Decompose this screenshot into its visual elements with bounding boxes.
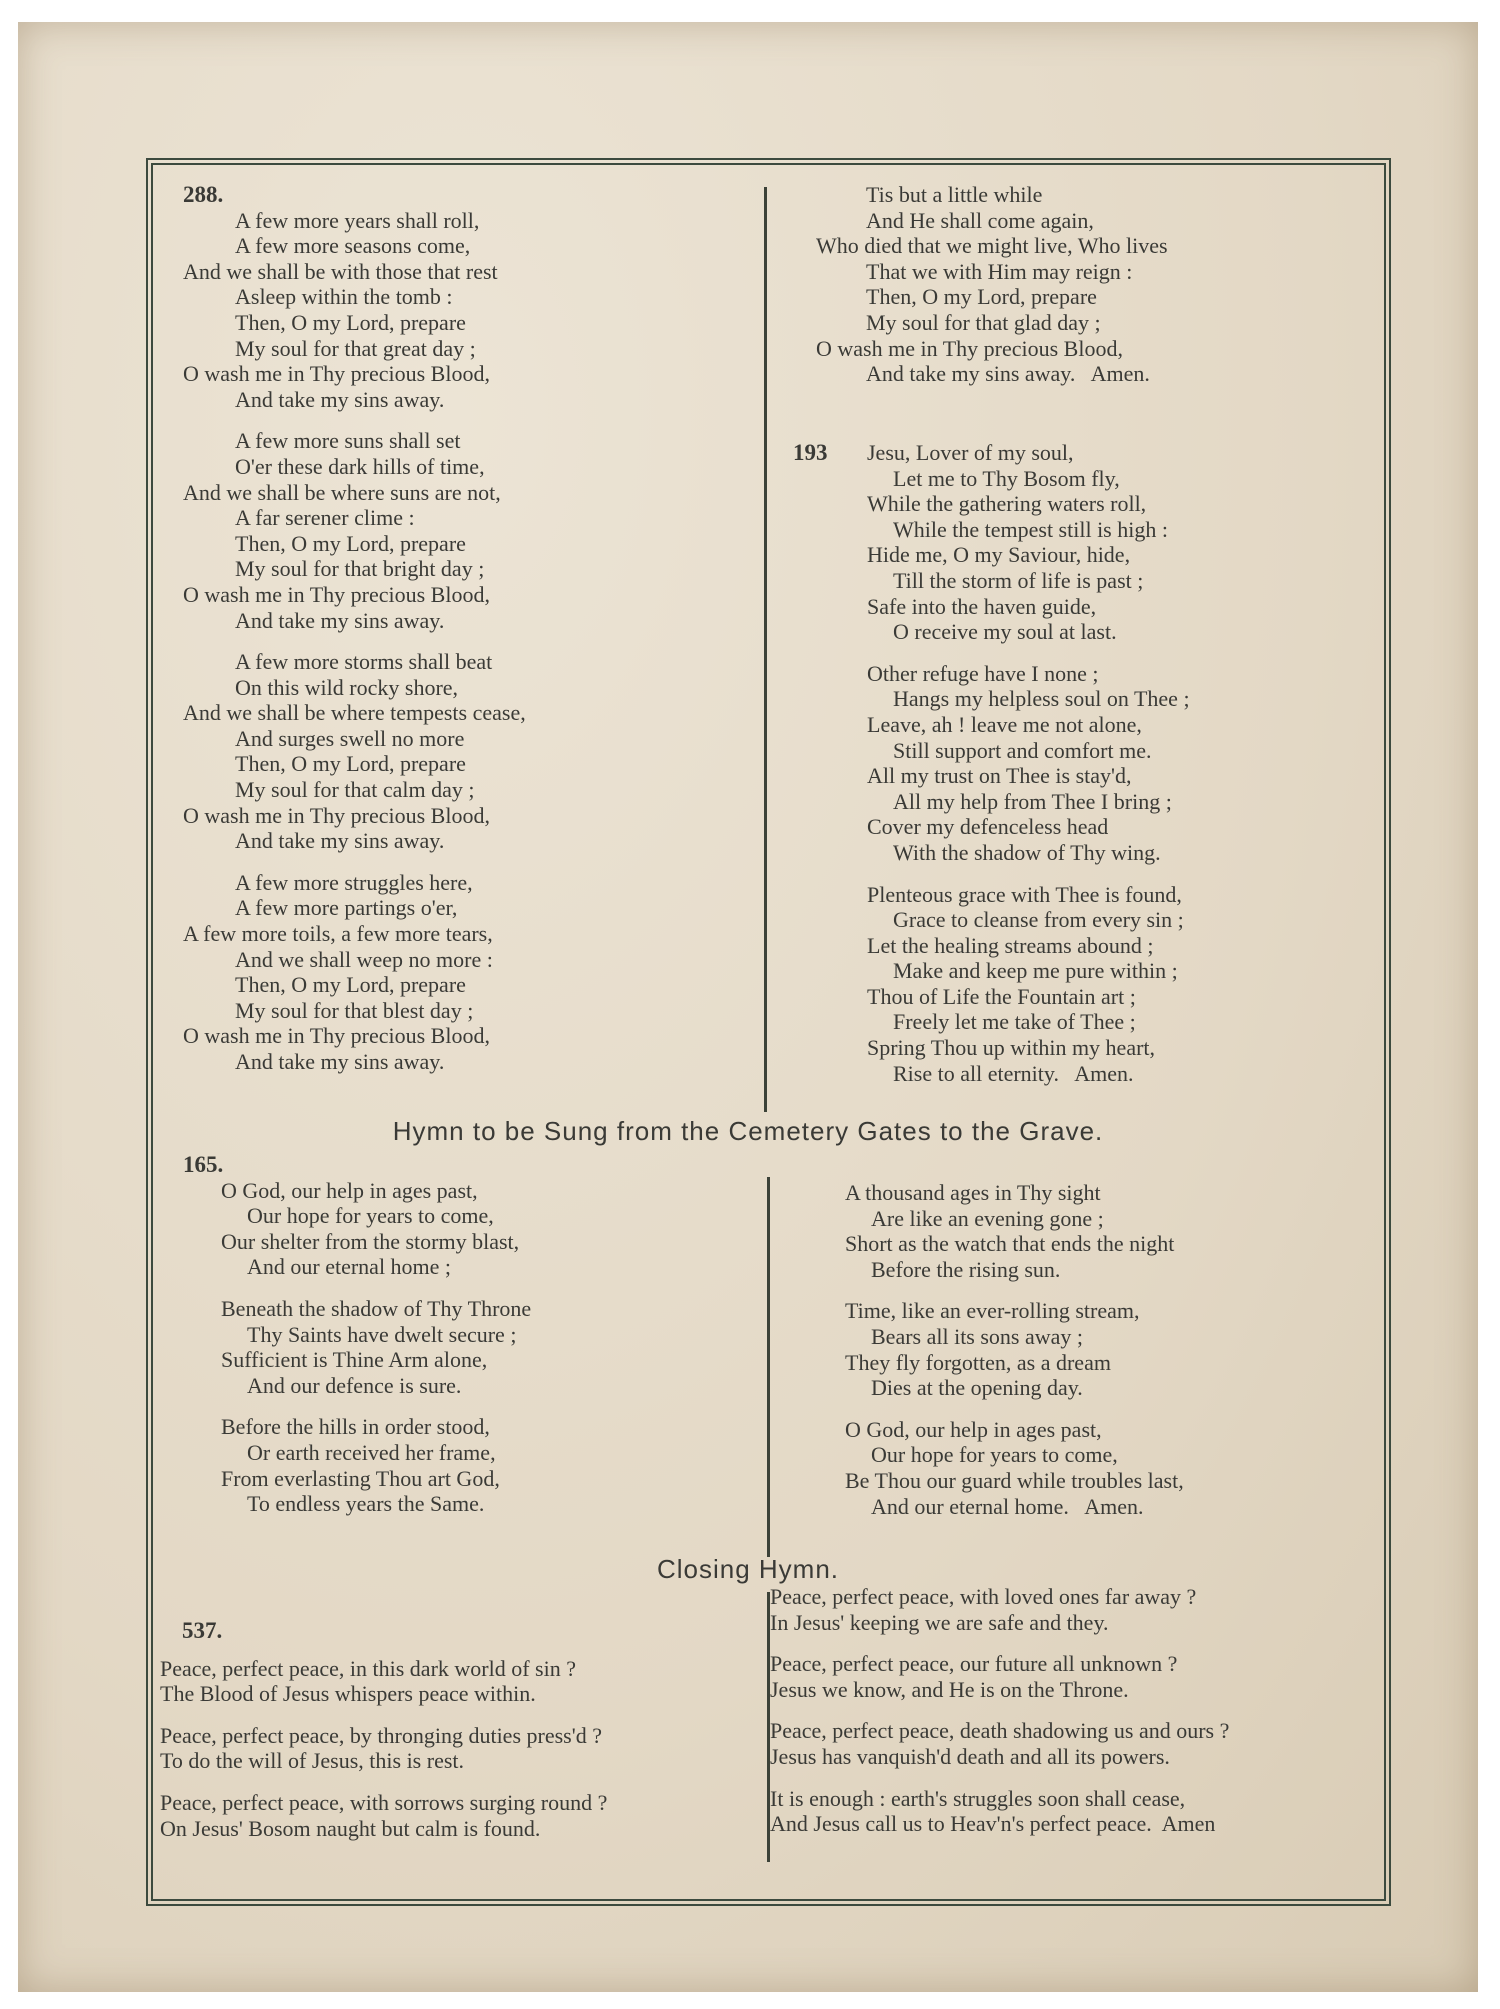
stanza [183,428,743,633]
verse-line: And take my sins away. [235,607,445,633]
stanza [221,1296,743,1398]
verse-line: Thy Saints have dwelt secure ; [247,1321,517,1347]
hymn-165-left [183,1152,743,1533]
cemetery-hymn-heading: Hymn to be Sung from the Cemetery Gates to the Grave. [392,1116,1104,1146]
verse-line: Still support and comfort me. [893,737,1152,763]
verse-line: Tis but a little while [866,182,1043,207]
verse-line: O'er these dark hills of time, [235,453,485,479]
verse-line: Peace, perfect peace, by thronging duties press'd ? [160,1722,602,1748]
verse-line: They fly forgotten, as a dream [845,1349,1111,1375]
verse-line: And take my sins away. Amen. [866,361,1150,387]
verse-line: And take my sins away. [235,1049,445,1074]
hymn-165-right [845,1180,1345,1535]
verse-line: And He shall come again, [866,207,1094,233]
stanza [183,208,743,413]
verse-line: My soul for that great day ; [235,335,476,361]
hymn-288-final-stanza [816,182,1336,387]
stanza [221,1178,743,1280]
verse-line: Asleep within the tomb : [235,284,453,310]
verse-line: O wash me in Thy precious Blood, [183,1023,490,1049]
stanza [867,882,1190,1087]
verse-line: A few more suns shall set [235,428,461,454]
verse-line: Before the rising sun. [871,1256,1061,1282]
stanza [160,1656,760,1707]
verse-line: Peace, perfect peace, in this dark world of sin ? [160,1655,576,1681]
verse-line: A few more seasons come, [235,233,471,259]
verse-line: In Jesus' keeping we are safe and they. [770,1609,1109,1635]
verse-line: On this wild rocky shore, [235,674,459,700]
verse-line: And take my sins away. [235,386,445,412]
hymn-193 [793,440,1353,1102]
hymn-537-right [770,1584,1370,1853]
verse-line: Then, O my Lord, prepare [235,751,466,777]
verse-line: Jesus we know, and He is on the Throne. [770,1676,1129,1702]
verse-line: A few more years shall roll, [235,207,480,233]
closing-hymn-heading: Closing Hymn. [656,1554,840,1584]
verse-line: A few more struggles here, [235,869,473,895]
hymn-288-stanzas [183,208,743,1075]
verse-line: While the gathering waters roll, [867,491,1147,517]
verse-line: Jesu, Lover of my soul, [867,440,1074,465]
verse-line: Spring Thou up within my heart, [867,1035,1156,1061]
verse-line: Hangs my helpless soul on Thee ; [893,686,1190,712]
verse-line: Grace to cleanse from every sin ; [893,907,1184,933]
verse-line: O God, our help in ages past, [845,1416,1102,1442]
verse-line: Short as the watch that ends the night [845,1231,1175,1257]
column-divider-middle [767,1177,770,1557]
verse-line: Jesus has vanquish'd death and all its powers. [770,1743,1170,1769]
verse-line: Are like an evening gone ; [871,1205,1104,1231]
stanza [867,661,1190,866]
verse-line: And we shall weep no more : [235,946,493,972]
verse-line: O wash me in Thy precious Blood, [183,802,490,828]
stanza [770,1786,1370,1837]
verse-line: Let me to Thy Bosom fly, [893,465,1120,491]
verse-line: Freely let me take of Thee ; [893,1009,1136,1035]
stanza [770,1651,1370,1702]
column-divider-top [764,187,767,1112]
verse-line: On Jesus' Bosom naught but calm is found. [160,1815,541,1841]
verse-line: O receive my soul at last. [893,619,1117,645]
hymn-165-right-stanzas [845,1180,1345,1519]
verse-line: Peace, perfect peace, death shadowing us and ours ? [770,1718,1230,1744]
verse-line: All my trust on Thee is stay'd, [867,763,1132,789]
verse-line: Then, O my Lord, prepare [235,972,466,998]
verse-line: My soul for that glad day ; [866,309,1101,335]
verse-line: And we shall be where tempests cease, [183,700,526,726]
verse-line: My soul for that blest day ; [235,997,474,1023]
verse-line: Sufficient is Thine Arm alone, [221,1347,488,1373]
verse-line: Who died that we might live, Who lives [816,233,1168,259]
stanza [221,1414,743,1516]
stanza [867,440,1190,645]
verse-line: Our shelter from the stormy blast, [221,1228,520,1254]
stanza [845,1180,1345,1282]
verse-line: To endless years the Same. [247,1491,485,1517]
hymn-number: 193 [793,440,828,465]
verse-line: Rise to all eternity. Amen. [893,1060,1134,1086]
stanza [816,182,1336,387]
stanza [845,1417,1345,1519]
hymn-288-continued [816,182,1336,403]
verse-line: Peace, perfect peace, with loved ones far away ? [770,1584,1197,1609]
hymn-number: 537. [182,1618,223,1643]
verse-line: Thou of Life the Fountain art ; [867,983,1136,1009]
verse-line: Or earth received her frame, [247,1439,496,1465]
hymn-288 [183,182,743,1091]
verse-line: And our eternal home ; [247,1254,452,1280]
verse-line: All my help from Thee I bring ; [893,788,1172,814]
stanza [160,1790,760,1841]
verse-line: Then, O my Lord, prepare [235,530,466,556]
verse-line: Our hope for years to come, [247,1203,494,1229]
verse-line: And we shall be where suns are not, [183,479,501,505]
verse-line: A few more partings o'er, [235,895,458,921]
verse-line: Hide me, O my Saviour, hide, [867,542,1131,568]
verse-line: Bears all its sons away ; [871,1323,1084,1349]
hymn-number: 165. [183,1152,224,1177]
hymn-165-left-stanzas [183,1178,743,1517]
verse-line: Before the hills in order stood, [221,1414,490,1440]
hymn-537-right-stanzas [770,1584,1370,1837]
verse-line: Plenteous grace with Thee is found, [867,881,1182,907]
verse-line: Dies at the opening day. [871,1375,1083,1401]
verse-line: A few more toils, a few more tears, [183,921,493,947]
verse-line: Then, O my Lord, prepare [866,284,1097,310]
verse-line: With the shadow of Thy wing. [893,839,1161,865]
verse-line: To do the will of Jesus, this is rest. [160,1748,465,1774]
verse-line: A thousand ages in Thy sight [845,1180,1101,1205]
hymn-sheet [18,22,1478,1992]
verse-line: Be Thou our guard while troubles last, [845,1467,1184,1493]
hymn-number: 288. [183,182,224,207]
verse-line: The Blood of Jesus whispers peace within. [160,1681,536,1707]
stanza [183,870,743,1075]
verse-line: Peace, perfect peace, our future all unknown ? [770,1651,1178,1677]
verse-line: That we with Him may reign : [866,258,1133,284]
verse-line: O God, our help in ages past, [221,1177,478,1203]
stanza [770,1718,1370,1769]
verse-line: Our hope for years to come, [871,1442,1118,1468]
verse-line: Beneath the shadow of Thy Throne [221,1295,532,1321]
verse-line: O wash me in Thy precious Blood, [183,581,490,607]
verse-line: While the tempest still is high : [893,516,1168,542]
verse-line: Then, O my Lord, prepare [235,309,466,335]
verse-line: Leave, ah ! leave me not alone, [867,711,1142,737]
verse-line: Time, like an ever-rolling stream, [845,1298,1140,1324]
verse-line: Make and keep me pure within ; [893,958,1178,984]
verse-line: My soul for that calm day ; [235,777,475,803]
verse-line: And our eternal home. Amen. [871,1493,1144,1519]
verse-line: From everlasting Thou art God, [221,1465,500,1491]
stanza [845,1298,1345,1400]
verse-line: Cover my defenceless head [867,814,1109,840]
verse-line: And Jesus call us to Heav'n's perfect peace. Amen [770,1811,1216,1837]
verse-line: O wash me in Thy precious Blood, [183,361,490,387]
verse-line: And surges swell no more [235,725,465,751]
verse-line: My soul for that bright day ; [235,556,485,582]
hymn-537-left [160,1618,760,1857]
verse-line: Other refuge have I none ; [867,660,1099,686]
verse-line: It is enough : earth's struggles soon shall cease, [770,1785,1186,1811]
verse-line: And our defence is sure. [247,1372,462,1398]
hymn-193-stanzas [867,440,1190,1102]
verse-line: O wash me in Thy precious Blood, [816,335,1123,361]
verse-line: And take my sins away. [235,828,445,854]
verse-line: Let the healing streams abound ; [867,932,1154,958]
verse-line: A few more storms shall beat [235,649,493,675]
stanza [160,1723,760,1774]
verse-line: Till the storm of life is past ; [893,567,1144,593]
hymn-537-left-stanzas [160,1656,760,1842]
verse-line: And we shall be with those that rest [183,258,498,284]
stanza [183,649,743,854]
verse-line: A far serener clime : [235,505,415,531]
stanza [770,1584,1370,1635]
verse-line: Safe into the haven guide, [867,593,1097,619]
verse-line: Peace, perfect peace, with sorrows surging round ? [160,1789,608,1815]
